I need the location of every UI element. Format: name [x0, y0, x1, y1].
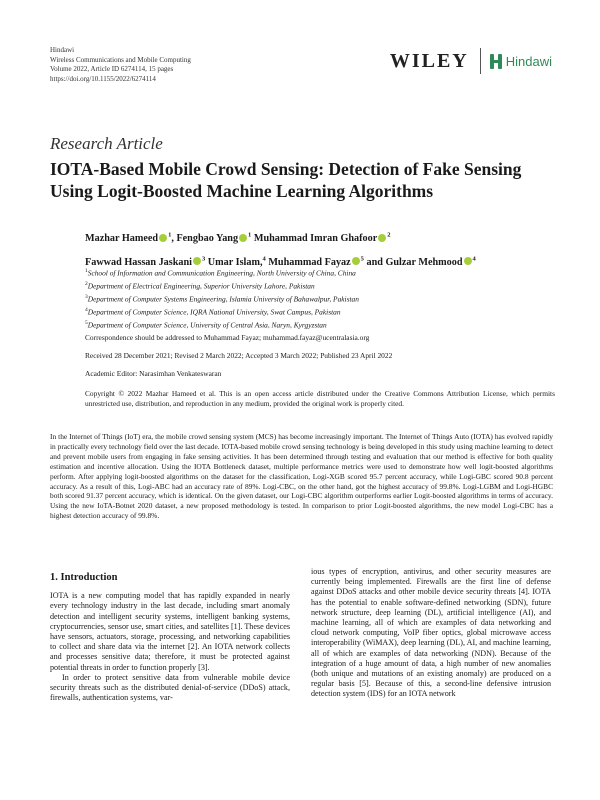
author: Fawwad Hassan Jaskani $^3$	[85, 255, 206, 268]
journal-metadata	[50, 46, 191, 84]
correspondence: Correspondence should be addressed to Muhammad Fayaz; muhammad.fayaz@ucentralasia.org	[85, 333, 370, 342]
body-column-left	[50, 566, 290, 703]
orcid-icon[interactable]	[464, 257, 472, 265]
author: Mazhar Hameed $^1$,	[85, 232, 177, 245]
paragraph: IOTA is a new computing model that has rapidly expanded in nearly every technology industry in the last decade, including smart anomaly detection and intelligent security systems, intelligent banking systems, cryptocurrencies, sensor use, smart cities, and satellites [1]. These devices have sensors, actuators, storage, processing, and networking capabilities to collect and share data via the internet [2]. An IOTA network collects and processes sensitive data; therefore, it must be protected against potential threats in order to function properly [3].	[50, 591, 290, 672]
paragraph: ious types of encryption, antivirus, and other security measures are currently being implemented. Firewalls are the first line of defense against DDoS attacks and other mobile device security threats [4]. IOTA has the potential to enable software-defined networking (SDN), future network structure, deep learning (DL), artificial intelligence (AI), and machine learning, all of which are examples of data networking and cloud network computing, VoIP fiber optics, global microwave access interoperability (WiMAX), deep learning (DL), AI, and machine learning, all of which are examples of data networking (NDN). Because of the integration of a huge amount of data, a high number of new anomalies (both unique and mutations of an existing anomaly) are produced on a regular basis [5]. Because of this, a second-line defensive intrusion detection system (IDS) for an IOTA network	[311, 567, 551, 699]
volume-line: Volume 2022, Article ID 6274114, 15 pages	[50, 65, 174, 74]
orcid-icon[interactable]	[378, 234, 386, 242]
publisher-logos	[390, 48, 552, 74]
paragraph: In order to protect sensitive data from vulnerable mobile device security threats such as the distributed denial-of-service (DDoS) attack, firewalls, authentication systems, var-	[50, 672, 290, 703]
author: Gulzar Mehmood $^4$	[385, 255, 476, 268]
author: Umar Islam,$^4$	[207, 255, 266, 268]
affiliation-list	[85, 266, 565, 330]
affiliation: $^2$Department of Electrical Engineering, Superior University Lahore, Pakistan	[85, 280, 315, 291]
logo-divider	[480, 48, 481, 74]
author: Muhammad Fayaz $^5$ and	[268, 255, 386, 268]
hindawi-logo-text: Hindawi	[505, 53, 552, 69]
affiliation: $^5$Department of Computer Science, University of Central Asia, Naryn, Kyrgyzstan	[85, 319, 327, 329]
publication-dates: Received 28 December 2021; Revised 2 March 2022; Accepted 3 March 2022; Published 23 April 2022	[85, 351, 393, 360]
orcid-icon[interactable]	[352, 257, 360, 265]
hindawi-logo	[490, 54, 552, 69]
doi-link[interactable]: https://doi.org/10.1155/2022/6274114	[50, 74, 156, 83]
orcid-icon[interactable]	[193, 257, 201, 265]
journal-name: Wireless Communications and Mobile Computing	[50, 55, 191, 64]
author: Muhammad Imran Ghafoor $^2$	[253, 232, 391, 245]
orcid-icon[interactable]	[159, 234, 167, 242]
publisher-name: Hindawi	[50, 46, 75, 54]
academic-editor: Academic Editor: Narasimhan Venkateswaran	[85, 369, 222, 378]
body-column-right	[311, 567, 551, 700]
affiliation: $^3$Department of Computer Systems Engineering, Islamia University of Bahawalpur, Pakistan	[85, 293, 359, 304]
article-title: IOTA-Based Mobile Crowd Sensing: Detection of Fake Sensing Using Logit-Boosted Machine Learning Algorithms	[50, 159, 522, 201]
section-heading: 1. Introduction	[50, 572, 118, 583]
orcid-icon[interactable]	[239, 234, 247, 242]
article-type: Research Article	[50, 134, 163, 153]
wiley-logo: WILEY	[389, 49, 469, 72]
author: Fengbao Yang $^1$	[176, 232, 252, 245]
hindawi-icon	[490, 54, 502, 69]
abstract: In the Internet of Things (IoT) era, the mobile crowd sensing system (MCS) has become increasingly important. The Internet of Things Auto (IOTA) has evolved rapidly in practically every technology field over the last decade. IOTA-based mobile crowd sensing technology is being developed in this study using machine learning to detect and prevent mobile users from engaging in fake sensing activities. It has been determined through testing and evaluation that our method is effective for both quality estimation and incentive allocation. Using the IOTA Bottleneck dataset, multiple performance metrics were used to demonstrate how well logit-boosted algorithms perform. After applying logit-boosted algorithms on the dataset for the classification, Logi-XGB scored 95.7 percent accuracy, while Logi-GBC scored 90.8 percent accuracy. As a result of this, Logi-ABC had an accuracy rate of 89%. Logi-CBC, on the other hand, got the highest accuracy of 99.8%. Logi-LGBM and Logi-HGBC both scored 91.37 percent accuracy, which is identical. On the given dataset, our Logi-CBC algorithm outperforms earlier Logit-boosted algorithms in terms of accuracy. Using the new IoTA-Botnet 2020 dataset, a new proposed methodology is tested. In comparison to prior Logit-boosted algorithms, the new model Logi-CBC has a highest detection accuracy of 99.8%.	[50, 432, 553, 521]
affiliation: $^1$School of Information and Communication Engineering, North University of China, China	[85, 268, 356, 278]
copyright-notice: Copyright © 2022 Mazhar Hameed et al. This is an open access article distributed under the Creative Commons Attribution License, which permits unrestricted use, distribution, and reproduction in any medium, provided the original work is properly cited.	[85, 389, 555, 408]
affiliation: $^4$Department of Computer Science, IQRA National University, Swat Campus, Pakistan	[85, 306, 341, 317]
